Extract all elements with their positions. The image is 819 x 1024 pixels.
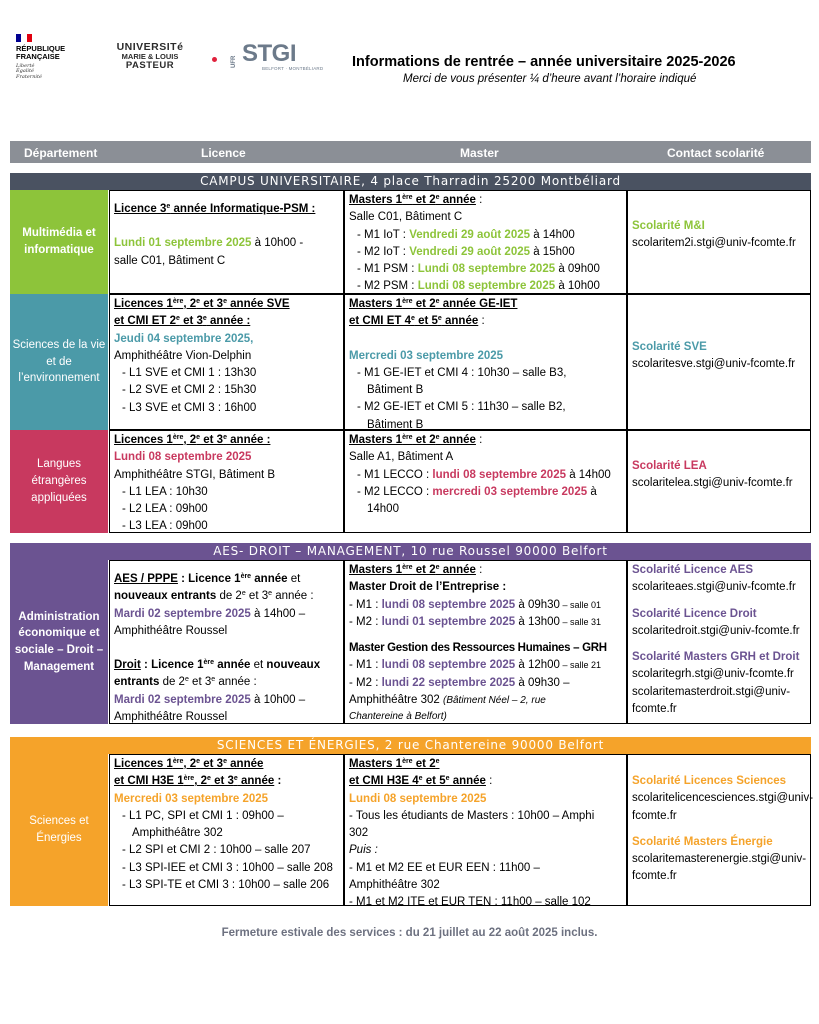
lea-licence-date: Lundi 08 septembre 2025	[114, 451, 252, 464]
mmi-licence-title: Licence 3e année Informatique-PSM :	[114, 203, 316, 215]
mmi-licence-date: Lundi 01 septembre 2025 à 10h00 -	[114, 237, 304, 250]
lea-contact-cell	[627, 430, 811, 533]
universite-marie-louis-pasteur-logo: UNIVERSITé MARIE & LOUIS PASTEUR	[116, 41, 184, 72]
se-master-title: Masters 1ère et 2e	[349, 758, 440, 770]
mmi-contact-name: Scolarité M&I	[632, 220, 705, 232]
master-droit-line: - M1 : lundi 08 septembre 2025 à 09h30 – salle 01	[349, 598, 601, 611]
lea-licence-line: - L1 LEA : 10h30	[122, 485, 208, 498]
lea-licence-room: Amphithéâtre STGI, Bâtiment B	[114, 468, 276, 481]
dept-langues-etrangeres: Langues étrangères appliquées	[10, 430, 108, 533]
row-multimedia-informatique	[10, 190, 811, 294]
column-master: Master	[460, 146, 499, 160]
sve-licence-line: - L1 SVE et CMI 1 : 13h30	[122, 367, 257, 379]
campus-aes-banner: AES- DROIT – MANAGEMENT, 10 rue Roussel 90000 Belfort	[10, 543, 811, 560]
sve-licence-cell	[109, 294, 344, 430]
french-flag-icon	[16, 34, 32, 42]
table-header	[10, 141, 811, 163]
se-licence-line: - L3 SPI-TE et CMI 3 : 10h00 – salle 206	[122, 878, 330, 891]
aes-master-title: Masters 1ère et 2e année :	[349, 564, 483, 576]
row-sciences-energies	[10, 754, 814, 908]
se-master-title-2: et CMI H3E 4e et 5e année :	[349, 775, 493, 788]
se-licence-line: - L3 SPI-IEE et CMI 3 : 10h00 – salle 208	[122, 861, 333, 874]
lea-licence-title: Licences 1ère, 2e et 3e année :	[114, 434, 271, 446]
aes-licence-title: AES / PPPE : Licence 1ère année et	[114, 573, 301, 585]
document-subtitle: Merci de vous présenter ¼ d’heure avant l’horaire indiqué	[403, 73, 697, 85]
se-licence-line: - L1 PC, SPI et CMI 1 : 09h00 –	[122, 809, 284, 822]
document-title: Informations de rentrée – année universitaire 2025-2026	[352, 54, 736, 70]
master-grh-line: - M2 : lundi 22 septembre 2025 à 09h30 –	[349, 676, 570, 689]
contact-licences-sciences-email[interactable]: scolaritelicencesciences.stgi@univ-	[632, 792, 814, 805]
mmi-master-cell	[344, 190, 627, 294]
rf-motto: Liberté Égalité Fraternité	[16, 62, 42, 80]
sve-contact-email[interactable]: scolaritesve.stgi@univ-fcomte.fr	[632, 358, 796, 371]
contact-masterdroit-email-2[interactable]: fcomte.fr	[632, 702, 677, 715]
droit-licence-title: Droit : Licence 1ère année et nouveaux	[114, 659, 321, 671]
sve-licence-line: - L3 SVE et CMI 3 : 16h00	[122, 401, 257, 414]
column-contact: Contact scolarité	[667, 146, 765, 160]
master-droit-line: - M2 : lundi 01 septembre 2025 à 13h00 – salle 31	[349, 615, 601, 628]
se-licence-title-2: et CMI H3E 1ère, 2e et 3e année :	[114, 775, 282, 788]
mmi-master-line: - M1 IoT : Vendredi 29 août 2025 à 14h00	[357, 228, 575, 241]
droit-licence-room: Amphithéâtre Roussel	[114, 710, 228, 723]
mmi-licence-cell	[109, 190, 344, 294]
contact-aes-name: Scolarité Licence AES	[632, 564, 754, 576]
sve-master-line: Bâtiment B	[367, 384, 424, 396]
dept-aes-droit-management: Administration économique et sociale – Droit – Management	[10, 560, 108, 724]
lea-master-title: Masters 1ère et 2e année :	[349, 434, 483, 446]
sve-licence-line: - L2 SVE et CMI 2 : 15h30	[122, 384, 257, 397]
contact-masterdroit-email[interactable]: scolaritemasterdroit.stgi@univ-	[632, 685, 791, 698]
se-master-line: - Tous les étudiants de Masters : 10h00 – Amphi	[349, 809, 595, 822]
aes-licence-date: Mardi 02 septembre 2025 à 14h00 –	[114, 607, 306, 620]
master-grh-title: Master Gestion des Ressources Humaines – GRH	[349, 642, 607, 654]
aes-contact-cell	[627, 560, 811, 724]
sve-master-cell	[344, 294, 627, 430]
se-licence-title: Licences 1ère, 2e et 3e année	[114, 758, 264, 770]
master-droit-title: Master Droit de l’Entreprise :	[349, 581, 507, 594]
master-grh-line: - M1 : lundi 08 septembre 2025 à 12h00 – salle 21	[349, 659, 601, 672]
sve-licence-title-2: et CMI ET 2e et 3e année :	[114, 315, 251, 328]
campus-sciences-banner: SCIENCES ET ÉNERGIES, 2 rue Chantereine 90000 Belfort	[10, 737, 811, 754]
dept-sciences-energies: Sciences et Énergies	[10, 754, 108, 906]
rf-name: RÉPUBLIQUE FRANÇAISE	[16, 44, 66, 62]
se-master-puis: Puis :	[349, 844, 378, 857]
se-master-line: 302	[349, 827, 369, 839]
aes-licence-room: Amphithéâtre Roussel	[114, 624, 228, 637]
aes-licence-title-2: nouveaux entrants de 2e et 3e année :	[114, 590, 314, 603]
lea-contact-email[interactable]: scolaritelea.stgi@univ-fcomte.fr	[632, 477, 793, 490]
contact-droit-name: Scolarité Licence Droit	[632, 607, 757, 620]
sve-licence-room: Amphithéâtre Vion-Delphin	[114, 349, 252, 362]
se-licence-date: Mercredi 03 septembre 2025	[114, 792, 269, 805]
mmi-contact-cell	[627, 190, 811, 294]
mmi-master-title: Masters 1ère et 2e année :	[349, 194, 483, 206]
contact-grh-email[interactable]: scolaritegrh.stgi@univ-fcomte.fr	[632, 668, 794, 681]
aes-licence-cell	[109, 560, 344, 724]
mmi-contact-email[interactable]: scolaritem2i.stgi@univ-fcomte.fr	[632, 237, 796, 250]
se-licence-cell	[109, 754, 344, 906]
sve-contact-cell	[627, 294, 811, 430]
lea-licence-line: - L2 LEA : 09h00	[122, 503, 208, 515]
se-master-line: Amphithéâtre 302	[349, 878, 440, 891]
lea-master-room: Salle A1, Bâtiment A	[349, 451, 454, 464]
lea-master-line: 14h00	[367, 503, 399, 515]
column-departement: Département	[24, 146, 98, 160]
se-contact-cell	[627, 754, 814, 906]
aes-master-cell	[344, 560, 627, 724]
sve-master-title-2: et CMI ET 4e et 5e année :	[349, 315, 485, 328]
sve-master-date: Mercredi 03 septembre 2025	[349, 349, 504, 362]
lea-master-cell	[344, 430, 627, 533]
contact-masters-energie-email[interactable]: scolaritemasterenergie.stgi@univ-	[632, 853, 807, 865]
sve-master-line: - M1 GE-IET et CMI 4 : 10h30 – salle B3,	[357, 366, 567, 379]
contact-grh-name: Scolarité Masters GRH et Droit	[632, 651, 800, 663]
se-licence-line: Amphithéâtre 302	[132, 827, 223, 839]
sve-master-title: Masters 1ère et 2e année GE-IET	[349, 298, 518, 310]
se-licence-line: - L2 SPI et CMI 2 : 10h00 – salle 207	[122, 844, 311, 857]
mmi-master-room: Salle C01, Bâtiment C	[349, 211, 463, 224]
se-master-cell	[344, 754, 627, 906]
se-master-date: Lundi 08 septembre 2025	[349, 792, 487, 805]
sve-licence-title: Licences 1ère, 2e et 3e année SVE	[114, 298, 290, 310]
row-langues-etrangeres	[10, 430, 811, 533]
lea-contact-name: Scolarité LEA	[632, 460, 707, 472]
master-grh-room: Amphithéâtre 302 (Bâtiment Néel – 2, rue	[349, 693, 546, 706]
summer-closure-note: Fermeture estivale des services : du 21 juillet au 22 août 2025 inclus.	[221, 927, 598, 939]
row-aes-droit-management	[10, 560, 811, 724]
lea-licence-line: - L3 LEA : 09h00	[122, 520, 208, 533]
campus-montbeliard-banner: CAMPUS UNIVERSITAIRE, 4 place Tharradin 25200 Montbéliard	[10, 173, 811, 190]
dept-sciences-vie-environnement: Sciences de la vie et de l’environnement	[10, 294, 108, 430]
dept-multimedia-informatique: Multimédia et informatique	[10, 190, 108, 294]
lea-licence-cell	[109, 430, 344, 533]
droit-licence-title-2: entrants de 2e et 3e année :	[114, 676, 257, 689]
mmi-master-line: - M2 PSM : Lundi 08 septembre 2025 à 10h00	[357, 280, 600, 293]
contact-licences-sciences-email-2[interactable]: fcomte.fr	[632, 809, 677, 822]
sve-licence-date: Jeudi 04 septembre 2025,	[114, 332, 254, 345]
row-sciences-vie-environnement	[10, 294, 811, 430]
sve-master-line: - M2 GE-IET et CMI 5 : 11h30 – salle B2,	[357, 401, 566, 414]
lea-master-line: - M1 LECCO : lundi 08 septembre 2025 à 14h00	[357, 468, 611, 481]
lea-master-line: - M2 LECCO : mercredi 03 septembre 2025 à	[357, 485, 597, 498]
contact-droit-email[interactable]: scolaritedroit.stgi@univ-fcomte.fr	[632, 624, 800, 637]
mmi-master-line: - M2 IoT : Vendredi 29 août 2025 à 15h00	[357, 245, 575, 258]
separator-dot	[212, 57, 217, 62]
contact-masters-energie-email-2[interactable]: fcomte.fr	[632, 870, 677, 883]
se-master-line: - M1 et M2 EE et EUR EEN : 11h00 –	[349, 861, 540, 874]
document-page: RÉPUBLIQUE FRANÇAISE Liberté Égalité Fraternité UNIVERSITé MARIE & LOUIS PASTEUR UFR STGI BELFORT · MONTBÉLIARD Informations de rentrée – année universitaire 2025-2026 Merci de vous présenter ¼ d’heure avant l’horaire indiqué Département Licence Master Contact scolarité CAMPUS UNIVERSITAIRE, 4 place Tharradin 25200 Montbéliard Multimédia et informatique Licence 3e année Informatique-PSM : Lundi 01 septembre 2025 à 10h00 - salle C01, Bâtiment C Masters 1ère et 2e année : Salle C01, Bâtiment C - M1 IoT : Vendredi 29 août 2025 à 14h00 - M2 IoT : Vendredi 29 août 2025 à 15h00 - M1 PSM : Lundi 08 septembre 2025 à 09h00 - M2 PSM : Lundi 08 septembre 2025 à 10h00 Scolarité M&I scolaritem2i.stgi@univ-fcomte.fr Sciences de la vie et de l’environnement Licences 1ère, 2e et 3e année SVE et CMI ET 2e et 3e année : Jeudi 04 septembre 2025, Amphithéâtre Vion-Delphin - L1 SVE et CMI 1 : 13h30 - L2 SVE et CMI 2 : 15h30 - L3 SVE et CMI 3 : 16h00 Masters 1ère et 2e année GE-IET et CMI ET 4e et 5e année : Mercredi 03 septembre 2025 - M1 GE-IET et CMI 4 : 10h30 – salle B3, Bâtiment B - M2 GE-IET et CMI 5 : 11h30 – salle B2, Bâtiment B Scolarité SVE scolaritesve.stgi@univ-fcomte.fr Langues étrangères appliquées Licences 1ère, 2e et 3e année : Lundi 08 septembre 2025 Amphithéâtre STGI, Bâtiment B - L1 LEA : 10h30 - L2 LEA : 09h00 - L3 LEA : 09h00 Masters 1ère et 2e année : Salle A1, Bâtiment A - M1 LECCO : lundi 08 septembre 2025 à 14h00 - M2 LECCO : mercredi 03 septembre 2025 à 14h00 Scolarité LEA scolaritelea.stgi@univ-fcomte.fr AES- DROIT – MANAGEMENT, 10 rue Roussel 90000 Belfort Administration économique et sociale – Droit – Management AES / PPPE : Licence 1ère année et nouveaux entrants de 2e et 3e année : Mardi 02 septembre 2025 à 14h00 – Amphithéâtre Roussel Droit : Licence 1ère année et nouveaux entrants de 2e et 3e année : Mardi 02 septembre 2025 à 10h00 – Amphithéâtre Roussel Masters 1ère et 2e année : Master Droit de l’Entreprise : - M1 : lundi 08 septembre 2025 à 09h30 – salle 01 - M2 : lundi 01 septembre 2025 à 13h00 – salle 31 Master Gestion des Ressources Humaines – GRH - M1 : lundi 08 septembre 2025 à 12h00 – salle 21 - M2 : lundi 22 septembre 2025 à 09h30 – Amphithéâtre 302 (Bâtiment Néel – 2, rue Chantereine à Belfort) Scolarité Licence AES scolariteaes.stgi@univ-fcomte.fr Scolarité Licence Droit scolaritedroit.stgi@univ-fcomte.fr Scolarité Masters GRH et Droit scolaritegrh.stgi@univ-fcomte.fr scolaritemasterdroit.stgi@univ- fcomte.fr SCIENCES ET ÉNERGIES, 2 rue Chantereine 90000 Belfort Sciences et Énergies Licences 1ère, 2e et 3e année et CMI H3E 1ère, 2e et 3e année : Mercredi 03 septembre 2025 - L1 PC, SPI et CMI 1 : 09h00 – Amphithéâtre 302 - L2 SPI et CMI 2 : 10h00 – salle 207 - L3 SPI-IEE et CMI 3 : 10h00 – salle 208 - L3 SPI-TE et CMI 3 : 10h00 – salle 206 Masters 1ère et 2e et CMI H3E 4e et 5e année : Lundi 08 septembre 2025 - Tous les étudiants de Masters : 10h00 – Amphi 302 Puis : - M1 et M2 EE et EUR EEN : 11h00 – Amphithéâtre 302 - M1 et M2 ITE et EUR TEN : 11h00 – salle 102 Scolarité Licences Sciences scolaritelicencesciences.stgi@univ- fcomte.fr Scolarité Masters Énergie scolaritemasterenergie.stgi@univ- fcomte.fr Fermeture estivale des services : du 21 juillet au 22 août 2025 inclus.	[0, 0, 819, 1024]
contact-aes-email[interactable]: scolariteaes.stgi@univ-fcomte.fr	[632, 581, 796, 594]
contact-licences-sciences-name: Scolarité Licences Sciences	[632, 775, 787, 787]
droit-licence-date: Mardi 02 septembre 2025 à 10h00 –	[114, 693, 306, 706]
se-master-line: - M1 et M2 ITE et EUR TEN : 11h00 – salle 102	[349, 896, 591, 908]
republique-francaise-logo	[16, 34, 86, 81]
sve-master-line: Bâtiment B	[367, 418, 424, 431]
contact-masters-energie-name: Scolarité Masters Énergie	[632, 835, 773, 848]
column-licence: Licence	[201, 146, 246, 160]
master-grh-room-2: Chantereine à Belfort)	[349, 711, 447, 722]
mmi-licence-room: salle C01, Bâtiment C	[114, 254, 226, 267]
mmi-master-line: - M1 PSM : Lundi 08 septembre 2025 à 09h00	[357, 263, 600, 275]
sve-contact-name: Scolarité SVE	[632, 341, 707, 353]
